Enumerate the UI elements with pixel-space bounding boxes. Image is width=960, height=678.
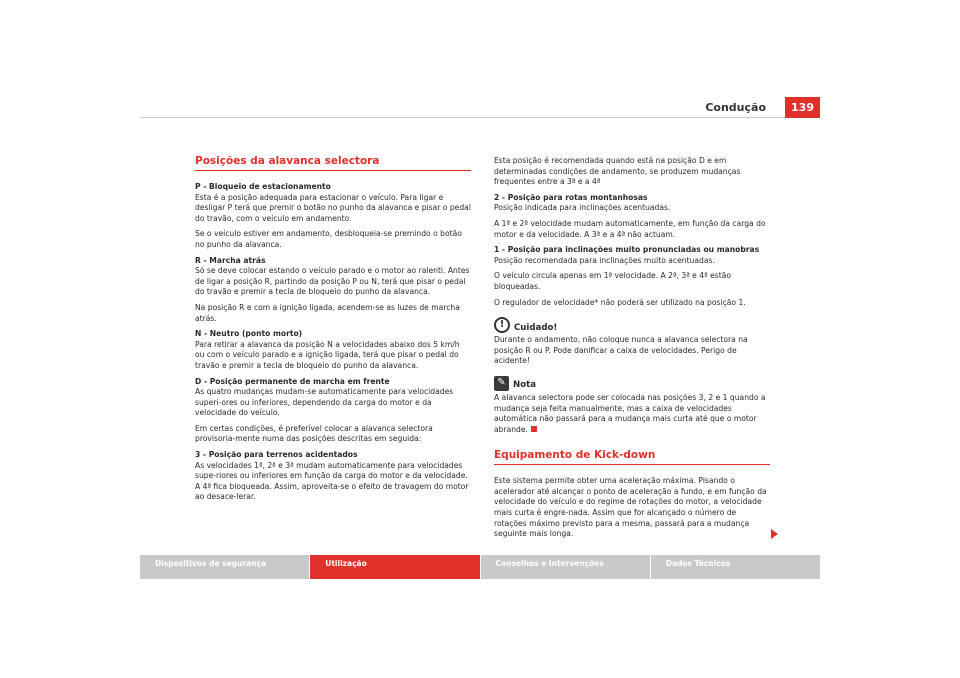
note-text: A alavanca selectora pode ser colocada nas posições 3, 2 e 1 quando a mudança seja feita manualmente, mas a caixa de velocidades automática não passará para a mudança mais curta até que o motor abrande. [494, 392, 766, 434]
section-title-selector-positions: Posições da alavanca selectora [195, 155, 471, 171]
paragraph: O regulador de velocidade* não poderá ser utilizado na posição 1. [494, 297, 746, 307]
paragraph: O veículo circula apenas em 1ª velocidade. A 2ª, 3ª e 4ª estão bloqueadas. [494, 271, 732, 291]
paragraph: Na posição R e com a ignição ligada, acendem-se as luzes de marcha atrás. [195, 302, 460, 323]
heading-n: N - Neutro (ponto morto) [195, 329, 303, 339]
note-icon: ✎ [494, 376, 509, 391]
header-rule [140, 117, 820, 118]
heading-2: 2 - Posição para rotas montanhosas [494, 192, 648, 202]
paragraph: As quatro mudanças mudam-se automaticamente para velocidades superi-ores ou inferiores, dependendo da carga do motor e da velocidade do veículo. [195, 387, 454, 418]
footer-tab-technical[interactable]: Dados Técnicos [651, 555, 820, 579]
section-title-kick-down: Equipamento de Kick-down [494, 449, 770, 465]
heading-p: P - Bloqueio de estacionamento [195, 182, 331, 191]
heading-1: 1 - Posição para inclinações muito pronunciadas ou manobras [494, 245, 760, 255]
chapter-title: Condução [705, 101, 766, 114]
note-heading [494, 376, 770, 391]
footer-tab-tips[interactable]: Conselhos e Intervenções [481, 555, 650, 579]
paragraph: A 1ª e 2ª velocidade mudam automaticamente, em função da carga do motor e da velocidade. A 3ª e a 4ª não actuam. [494, 218, 766, 239]
end-marker-icon [531, 426, 537, 432]
paragraph: Em certas condições, é preferível colocar a alavanca selectora provisoria-mente numa das posições descritas em seguida: [195, 423, 433, 444]
right-column [494, 156, 770, 545]
paragraph: Posição recomendada para inclinações muito acentuadas. [494, 255, 715, 265]
paragraph: As velocidades 1ª, 2ª e 3ª mudam automaticamente para velocidades supe-riores ou inferiores em função da carga do motor e da velocidade. A 4ª fica bloqueada. Assim, aproveita-se o efeito de travagem do motor ao desace-lerar. [195, 460, 469, 502]
heading-r: R - Marcha atrás [195, 255, 266, 265]
paragraph: Posição indicada para inclinações acentuadas. [494, 203, 671, 213]
paragraph: Este sistema permite obter uma aceleração máxima. Pisando o acelerador até alcançar o ponto de aceleração a fundo, e em função da velocidade do veículo e do regime de rotações do motor, a velocidade mais curta é engre-nada. Assim que for alcançado o número de rotações máximo previsto para a mesma, passará para a mudança seguinte mais longa. [494, 476, 767, 539]
note-title: Nota [513, 380, 537, 391]
heading-3: 3 - Posição para terrenos acidentados [195, 450, 358, 460]
footer-tab-safety[interactable]: Dispositivos de segurança [140, 555, 309, 579]
warning-icon: ! [494, 317, 510, 333]
footer-nav [140, 555, 820, 579]
paragraph: Esta é a posição adequada para estacionar o veículo. Para ligar e desligar P terá que premir o botão no punho da alavanca e pisar o pedal do travão, com o veículo em andamento. [195, 192, 471, 223]
footer-tab-usage[interactable]: Utilização [310, 555, 479, 579]
heading-d: D - Posição permanente de marcha em frente [195, 376, 390, 386]
paragraph: Esta posição é recomendada quando está na posição D e em determinadas condições de andamento, se produzem mudanças frequentes entre a 3ª e a 4ª [494, 156, 741, 187]
paragraph: Só se deve colocar estando o veículo parado e o motor ao ralenti. Antes de ligar a posição R, partindo da posição P ou N, terá que pisar o pedal do travão e premir a tecla de bloqueio do punho da alavanca. [195, 266, 470, 297]
caution-title: Cuidado! [514, 322, 558, 333]
caution-text: Durante o andamento, não coloque nunca a alavanca selectora na posição R ou P. Pode danificar a caixa de velocidades. Perigo de acidente! [494, 335, 748, 366]
paragraph: Para retirar a alavanca da posição N a velocidades abaixo dos 5 km/h ou com o veículo parado e a ignição ligada, terá que pisar o pedal do travão e premir a tecla de bloqueio do punho da alavanca. [195, 339, 460, 370]
next-page-arrow-icon[interactable] [771, 529, 778, 539]
left-column [195, 155, 471, 508]
caution-heading [494, 317, 770, 333]
page-number: 139 [785, 97, 820, 118]
paragraph: Se o veículo estiver em andamento, desbloqueia-se premindo o botão no punho da alavanca. [195, 229, 462, 249]
